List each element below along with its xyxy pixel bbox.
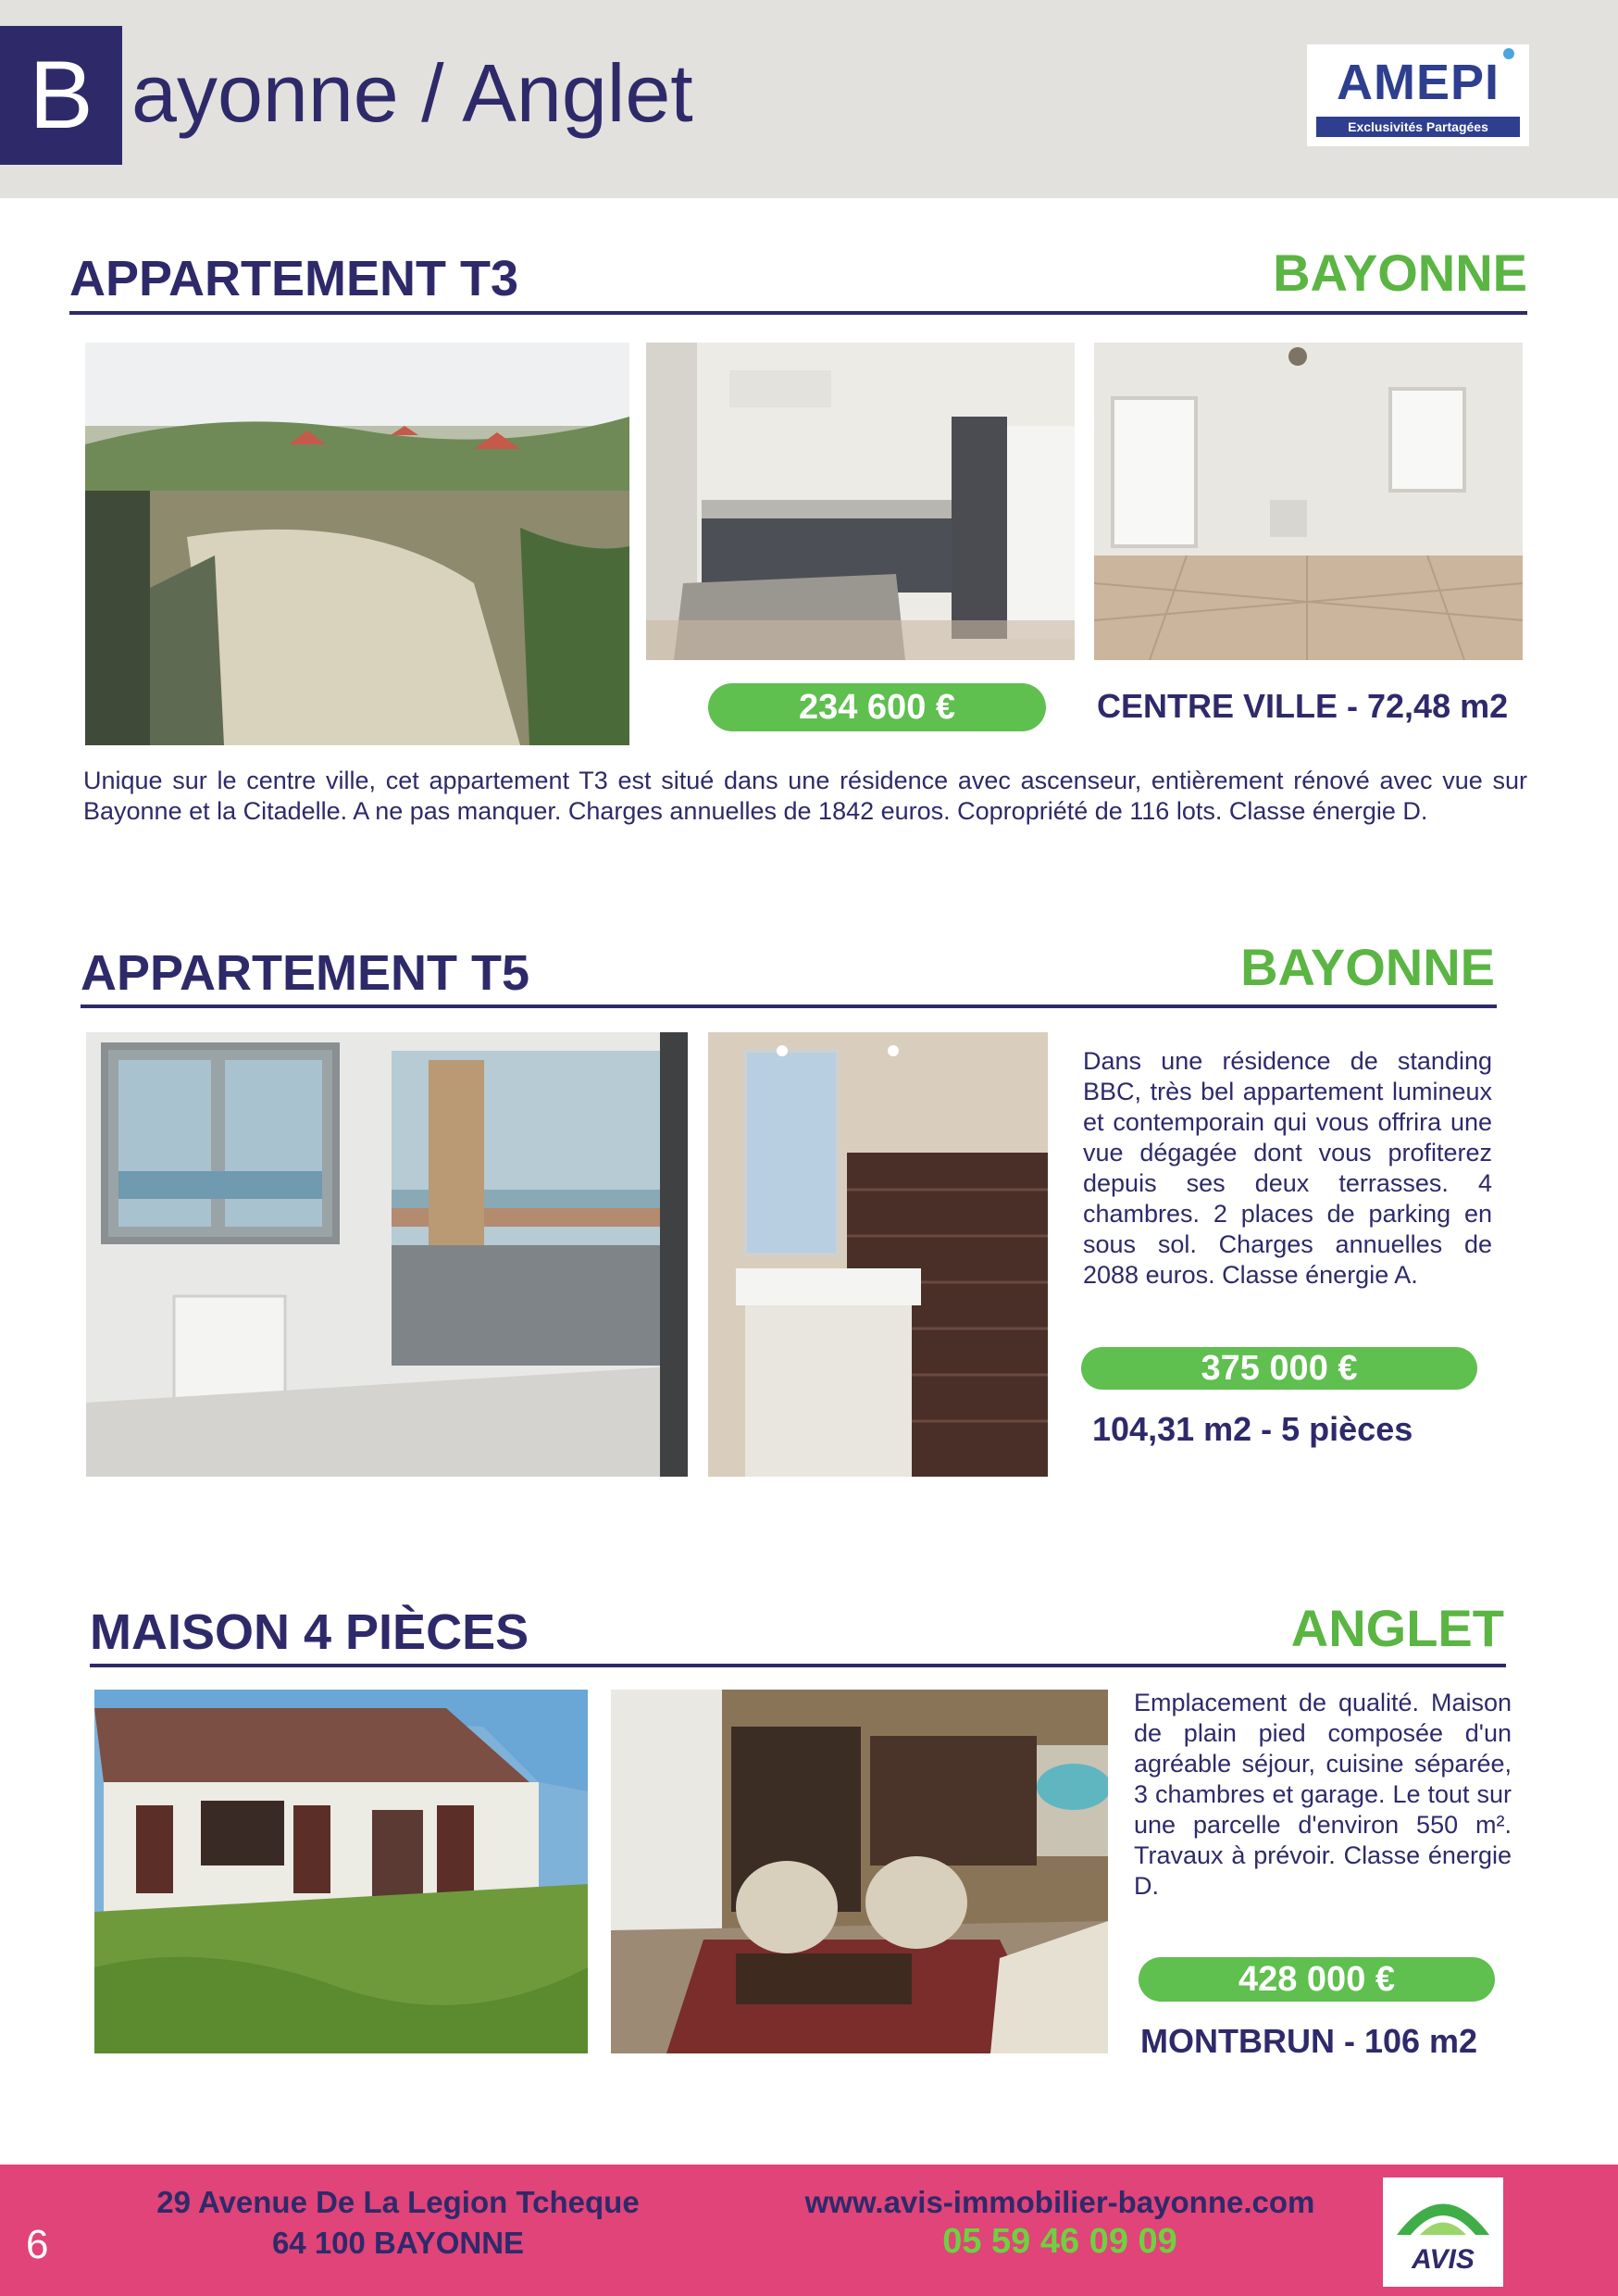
listing-3-photo-living-room <box>611 1690 1108 2053</box>
listing-3-description: Emplacement de qualité. Maison de plain pied composée d'un agréable séjour, cuisine séparée, 3 chambres et garage. Le tout sur une parcelle d'environ 550 m². Travaux à prévoir. Classe énergie D. <box>1134 1689 1512 1900</box>
listing-3-price-badge: 428 000 € <box>1139 1957 1495 2002</box>
listing-3-photo-house-exterior <box>94 1690 588 2053</box>
listing-1-photo-living-room <box>1094 343 1523 660</box>
listing-1-title: APPARTEMENT T3 <box>69 251 519 306</box>
listing-1-photo-city-view <box>85 343 629 745</box>
listing-1-description: Unique sur le centre ville, cet appartement T3 est situé dans une résidence avec ascenseur, entièrement rénové avec vue sur Bayonne et la Citadelle. A ne pas manquer. Charges annuelles de 1842 euros. Copropriété de 116 lots. Classe énergie D. <box>83 767 1527 825</box>
listing-1-photo-kitchen <box>646 343 1075 660</box>
title-initial: B <box>0 26 122 165</box>
listing-2-title: APPARTEMENT T5 <box>81 945 530 1001</box>
listing-3-title: MAISON 4 PIÈCES <box>90 1604 529 1660</box>
listing-3-rule <box>90 1664 1506 1667</box>
listing-2-city: BAYONNE <box>1240 938 1495 996</box>
page-number: 6 <box>26 2222 49 2267</box>
footer-address-line2: 64 100 BAYONNE <box>271 2226 525 2260</box>
avis-logo <box>1383 2177 1503 2287</box>
amepi-logo-name: AMEPI <box>1336 55 1500 110</box>
footer-phone[interactable]: 05 59 46 09 09 <box>942 2222 1177 2261</box>
amepi-logo-tagline: Exclusivités Partagées <box>1316 117 1520 137</box>
footer-website-link[interactable]: www.avis-immobilier-bayonne.com <box>804 2185 1315 2219</box>
listing-3-info: MONTBRUN - 106 m2 <box>1140 2022 1478 2060</box>
listing-1-city: BAYONNE <box>1273 243 1527 302</box>
listing-1-price-badge: 234 600 € <box>708 683 1046 731</box>
listing-2-description: Dans une résidence de standing BBC, très bel appartement lumineux et contemporain qui vous offrira une vue dégagée dont vous profiterez depuis ses deux terrasses. 4 chambres. 2 places de parking en sous sol. Charges annuelles de 2088 euros. Classe énergie A. <box>1083 1047 1492 1289</box>
listing-2-photo-terrace <box>86 1032 688 1477</box>
listing-3-city: ANGLET <box>1290 1599 1504 1657</box>
amepi-logo-dot <box>1503 48 1514 59</box>
avis-logo-text: AVIS <box>1412 2244 1475 2275</box>
listing-2-rule <box>81 1004 1497 1008</box>
footer-address-line1: 29 Avenue De La Legion Tcheque <box>156 2185 640 2219</box>
listing-2-price-badge: 375 000 € <box>1081 1347 1477 1390</box>
listing-1-info: CENTRE VILLE - 72,48 m2 <box>1097 687 1509 725</box>
listing-2-info: 104,31 m2 - 5 pièces <box>1092 1410 1413 1448</box>
listing-1-rule <box>69 311 1527 315</box>
listing-2-photo-bathroom <box>708 1032 1048 1477</box>
page-title: ayonne / Anglet <box>131 47 693 139</box>
amepi-logo <box>1307 44 1529 146</box>
